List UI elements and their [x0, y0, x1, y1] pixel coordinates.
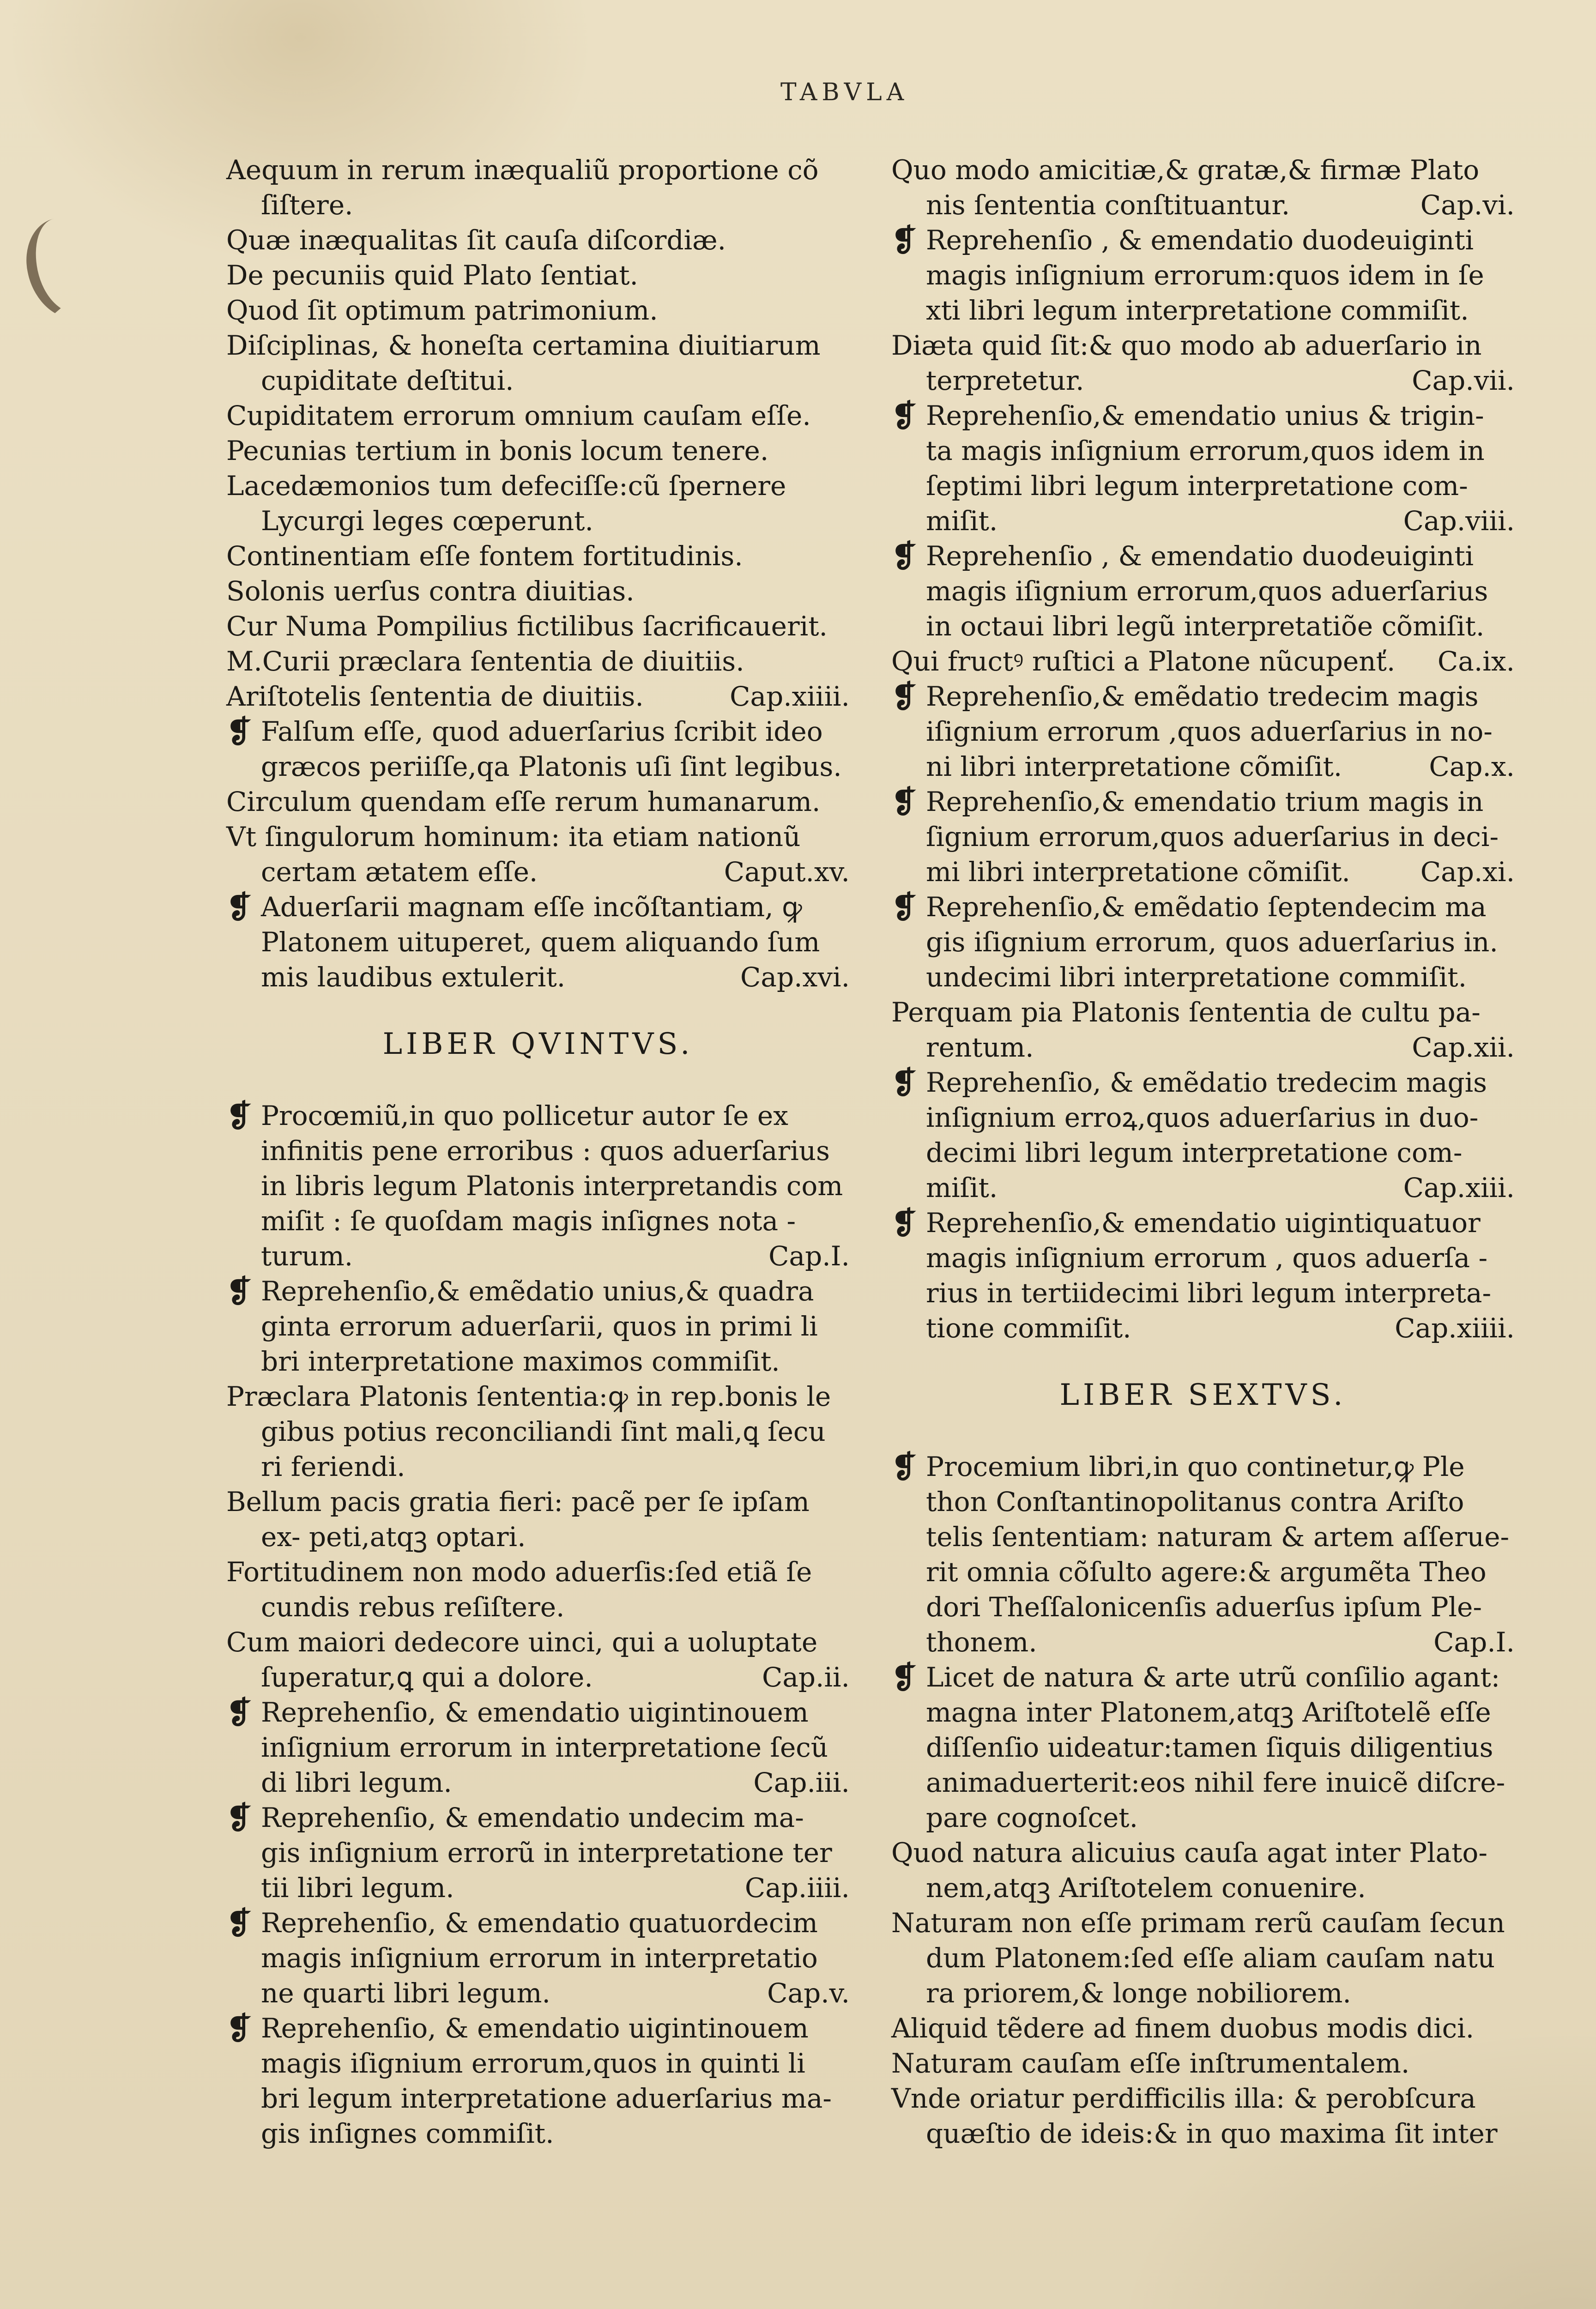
chapter-ref: Cap.xiiii.: [1395, 1312, 1515, 1344]
paragraph-mark-icon: ❡: [891, 398, 917, 434]
entry-text: Quod ſit optimum patrimonium.: [226, 295, 658, 326]
paragraph-mark-icon: ❡: [226, 1098, 252, 1134]
paragraph-mark-icon: ❡: [891, 222, 917, 258]
index-entry: [891, 784, 1515, 889]
index-entry: [226, 1274, 850, 1379]
entry-text: Cur Numa Pompilius fictilibus ſacrificauerit.: [226, 610, 828, 642]
chapter-ref: Caput.xv.: [724, 856, 850, 888]
index-entry: [226, 1098, 850, 1274]
entry-text: Ariſtotelis ſententia de diuitiis.: [226, 681, 644, 712]
index-entry: [226, 398, 850, 433]
index-entry: [226, 609, 850, 644]
entry-text: Reprehenſio, & emendatio uigintinouem magis iſignium errorum,quos in quinti li bri legum interpretatione aduerſarius ma- gis inſignes commiſit.: [261, 2013, 832, 2149]
entry-text: Reprehenſio,& emendatio uigintiquatuor magis inſignium errorum , quos aduerſa - rius in tertiidecimi libri legum interpreta- tione commiſit.: [926, 1207, 1492, 1344]
index-entry: [226, 1484, 850, 1554]
entry-text: Diæta quid ſit:& quo modo ab aduerſario in terpretetur.: [891, 330, 1482, 396]
index-entry: [891, 679, 1515, 784]
index-entry: [226, 679, 850, 714]
index-entry: [226, 644, 850, 679]
chapter-ref: Cap.xvi.: [740, 961, 850, 993]
index-entry: [891, 1205, 1515, 1346]
index-entry: [226, 433, 850, 468]
index-entry: [891, 889, 1515, 995]
index-entry: [226, 468, 850, 538]
paragraph-mark-icon: ❡: [226, 713, 252, 750]
entry-text: Naturam cauſam eſſe inſtrumentalem.: [891, 2048, 1410, 2079]
index-entry: [226, 819, 850, 889]
entry-text: Solonis uerſus contra diuitias.: [226, 575, 635, 607]
entry-text: Lacedæmonios tum defeciſſe:cũ ſpernere Lycurgi leges cœperunt.: [226, 470, 786, 537]
entry-text: Qui fructꝰ ruſtici a Platone nũcupenť.: [891, 646, 1396, 677]
right-column: [891, 152, 1515, 2151]
paragraph-mark-icon: ❡: [226, 1273, 252, 1309]
index-entry: [891, 152, 1515, 223]
paragraph-mark-icon: ❡: [226, 2010, 252, 2046]
chapter-ref: Cap.iii.: [753, 1767, 850, 1798]
index-entry: [226, 1554, 850, 1625]
index-entry: [226, 2011, 850, 2151]
index-entry: [226, 223, 850, 258]
entry-text: Quod natura alicuius cauſa agat inter Plato- nem,atqꝫ Ariſtotelem conuenire.: [891, 1837, 1487, 1904]
right-entries-b: [891, 1449, 1515, 2151]
entry-text: Reprehenſio,& emendatio trium magis in ſignium errorum,quos aduerſarius in deci- mi libri interpretatione cõmiſit.: [926, 786, 1499, 888]
index-entry: [226, 889, 850, 995]
entry-text: Licet de natura & arte utrũ conſilio agant: magna inter Platonem,atqꝫ Ariſtotelẽ eſſe diſſenſio uideatur:tamen ſiquis diligentius animaduerterit:eos nihil fere inuicẽ diſcre- pare cognoſcet.: [926, 1662, 1505, 1833]
entry-text: Quæ inæqualitas ſit cauſa diſcordiæ.: [226, 224, 726, 256]
entry-text: Diſciplinas, & honeſta certamina diuitiarum cupiditate deſtitui.: [226, 330, 821, 396]
entry-text: Reprehenſio,& emẽdatio tredecim magis iſignium errorum ,quos aduerſarius in no- ni libri interpretatione cõmiſit.: [926, 681, 1493, 782]
index-entry: [226, 574, 850, 609]
chapter-ref: Cap.v.: [767, 1977, 850, 2009]
index-entry: [891, 2081, 1515, 2151]
index-entry: [226, 1695, 850, 1800]
entry-text: Reprehenſio, & emendatio uigintinouem inſignium errorum in interpretatione ſecũ di libri legum.: [261, 1697, 828, 1798]
index-entry: [226, 784, 850, 819]
entry-text: Reprehenſio,& emẽdatio unius,& quadra ginta errorum aduerſarii, quos in primi li bri interpretatione maximos commiſit.: [261, 1275, 818, 1377]
entry-text: Aequum in rerum inæqualiũ proportione cõ ſiſtere.: [226, 154, 819, 221]
index-entry: [226, 1905, 850, 2011]
entry-text: Reprehenſio , & emendatio duodeuiginti magis inſignium errorum:quos idem in ſe xti libri legum interpretatione commiſit.: [926, 224, 1484, 326]
entry-text: Reprehenſio, & emendatio undecim ma- gis inſignium errorũ in interpretatione ter tii libri legum.: [261, 1802, 832, 1904]
paragraph-mark-icon: ❡: [891, 889, 917, 925]
chapter-ref: Cap.iiii.: [744, 1872, 850, 1904]
entry-text: Reprehenſio, & emẽdatio tredecim magis inſignium erroꝝ,quos aduerſarius in duo- decimi libri legum interpretatione com- miſit.: [926, 1067, 1487, 1203]
paragraph-mark-icon: ❡: [226, 1905, 252, 1941]
chapter-ref: Cap.xii.: [1412, 1032, 1515, 1063]
paragraph-mark-icon: ❡: [891, 784, 917, 820]
index-entry: [226, 152, 850, 223]
index-entry: [891, 1660, 1515, 1835]
left-entries-a: [226, 152, 850, 995]
entry-text: Reprehenſio , & emendatio duodeuiginti magis iſignium errorum,quos aduerſarius in octaui libri legũ interpretatiõe cõmiſit.: [926, 540, 1488, 642]
index-entry: [226, 714, 850, 784]
book-heading-five: LIBER QVINTVS.: [382, 1027, 694, 1061]
paragraph-mark-icon: ❡: [226, 1694, 252, 1730]
entry-text: Vnde oriatur perdifficilis illa: & perobſcura quæſtio de ideis:& in quo maxima ſit inter: [891, 2083, 1498, 2149]
chapter-ref: Cap.I.: [1433, 1626, 1515, 1658]
chapter-ref: Cap.I.: [768, 1240, 850, 1272]
entry-text: Quo modo amicitiæ,& gratæ,& firmæ Plato nis ſententia conſtituantur.: [891, 154, 1480, 221]
index-entry: [891, 1449, 1515, 1660]
index-entry: [226, 258, 850, 293]
index-entry: [226, 1379, 850, 1484]
chapter-ref: Cap.ii.: [762, 1662, 850, 1693]
entry-text: Procœmiũ,in quo pollicetur autor ſe ex infinitis pene erroribus : quos aduerſarius in libris legum Platonis interpretandis com miſit : ſe quoſdam magis inſignes nota - turum.: [261, 1100, 843, 1272]
index-entry: [891, 2011, 1515, 2046]
index-entry: [891, 1905, 1515, 2011]
paragraph-mark-icon: ❡: [891, 1449, 917, 1485]
entry-text: Procemium libri,in quo continetur,ꝙ Ple thon Conſtantinopolitanus contra Ariſto telis ſententiam: naturam & artem aſſerue- rit omnia cõſulto agere:& argumẽta Theo dori Theſſalonicenſis aduerſus ipſum Ple- thonem.: [926, 1451, 1510, 1658]
entry-text: Bellum pacis gratia fieri: pacẽ per ſe ipſam ex- peti,atqꝫ optari.: [226, 1486, 810, 1553]
entry-text: Perquam pia Platonis ſententia de cultu pa- rentum.: [891, 997, 1481, 1063]
index-entry: [891, 223, 1515, 328]
paragraph-mark-icon: ❡: [226, 1800, 252, 1836]
index-entry: [891, 328, 1515, 398]
index-entry: [891, 1835, 1515, 1905]
running-head: TABVLA: [780, 79, 909, 106]
entry-text: Continentiam eſſe fontem fortitudinis.: [226, 540, 743, 572]
chapter-ref: Cap.xi.: [1420, 856, 1515, 888]
entry-text: Reprehenſio, & emendatio quatuordecim magis inſignium errorum in interpretatio ne quarti libri legum.: [261, 1907, 818, 2009]
entry-text: Pecunias tertium in bonis locum tenere.: [226, 435, 769, 466]
entry-text: Naturam non eſſe primam rerũ cauſam ſecun dum Platonem:ſed eſſe aliam cauſam natu ra priorem,& longe nobiliorem.: [891, 1907, 1505, 2009]
paragraph-mark-icon: ❡: [891, 538, 917, 574]
index-entry: [226, 538, 850, 574]
index-entry: [891, 995, 1515, 1065]
entry-text: Reprehenſio,& emẽdatio ſeptendecim ma gis iſignium errorum, quos aduerſarius in. undecimi libri interpretatione commiſit.: [926, 891, 1498, 993]
index-entry: [891, 644, 1515, 679]
chapter-ref: Ca.ix.: [1437, 646, 1515, 677]
paragraph-mark-icon: ❡: [891, 1659, 917, 1695]
entry-text: Aliquid tẽdere ad finem duobus modis dici.: [891, 2013, 1475, 2044]
index-entry: [891, 538, 1515, 644]
index-entry: [891, 2046, 1515, 2081]
chapter-ref: Cap.xiii.: [1403, 1172, 1515, 1203]
entry-text: Vt ſingulorum hominum: ita etiam nationũ certam ætatem eſſe.: [226, 821, 801, 888]
index-entry: [891, 398, 1515, 538]
chapter-ref: Cap.x.: [1429, 751, 1515, 782]
entry-text: Aduerſarii magnam eſſe incõſtantiam, ꝙ Platonem uituperet, quem aliquando ſum mis laudibus extulerit.: [261, 891, 820, 993]
paragraph-mark-icon: ❡: [891, 678, 917, 714]
entry-text: Cupiditatem errorum omnium cauſam eſſe.: [226, 400, 811, 431]
index-entry: [891, 1065, 1515, 1205]
entry-text: Circulum quendam eſſe rerum humanarum.: [226, 786, 821, 817]
book-heading-six: LIBER SEXTVS.: [1059, 1378, 1347, 1412]
entry-text: De pecuniis quid Plato ſentiat.: [226, 260, 638, 291]
entry-text: M.Curii præclara ſententia de diuitiis.: [226, 646, 744, 677]
entry-text: Cum maiori dedecore uinci, qui a uoluptate ſuperatur,ꝗ qui a dolore.: [226, 1626, 818, 1693]
entry-text: Fortitudinem non modo aduerſis:ſed etiã ſe cundis rebus reſiſtere.: [226, 1556, 812, 1623]
right-entries-a: [891, 152, 1515, 1346]
paragraph-mark-icon: ❡: [891, 1205, 917, 1241]
paragraph-mark-icon: ❡: [226, 889, 252, 925]
index-entry: [226, 328, 850, 398]
chapter-ref: Cap.vi.: [1420, 189, 1515, 221]
entry-text: Reprehenſio,& emendatio unius & trigin- ta magis inſignium errorum,quos idem in ſeptimi libri legum interpretatione com- miſit.: [926, 400, 1485, 537]
paragraph-mark-icon: ❡: [891, 1064, 917, 1100]
index-entry: [226, 1625, 850, 1695]
chapter-ref: Cap.vii.: [1412, 365, 1515, 396]
ink-stain-mark: [18, 210, 117, 327]
entry-text: Præclara Platonis ſententia:ꝙ in rep.bonis le gibus potius reconciliandi ſint mali,ꝗ ſecu ri feriendi.: [226, 1381, 831, 1482]
left-column: [226, 152, 850, 2151]
chapter-ref: Cap.xiiii.: [730, 681, 850, 712]
entry-text: Falſum eſſe, quod aduerſarius ſcribit ideo græcos periiſſe,qa Platonis uſi ſint legibus.: [261, 716, 842, 782]
chapter-ref: Cap.viii.: [1403, 505, 1515, 537]
left-entries-b: [226, 1098, 850, 2151]
index-entry: [226, 293, 850, 328]
index-entry: [226, 1800, 850, 1905]
